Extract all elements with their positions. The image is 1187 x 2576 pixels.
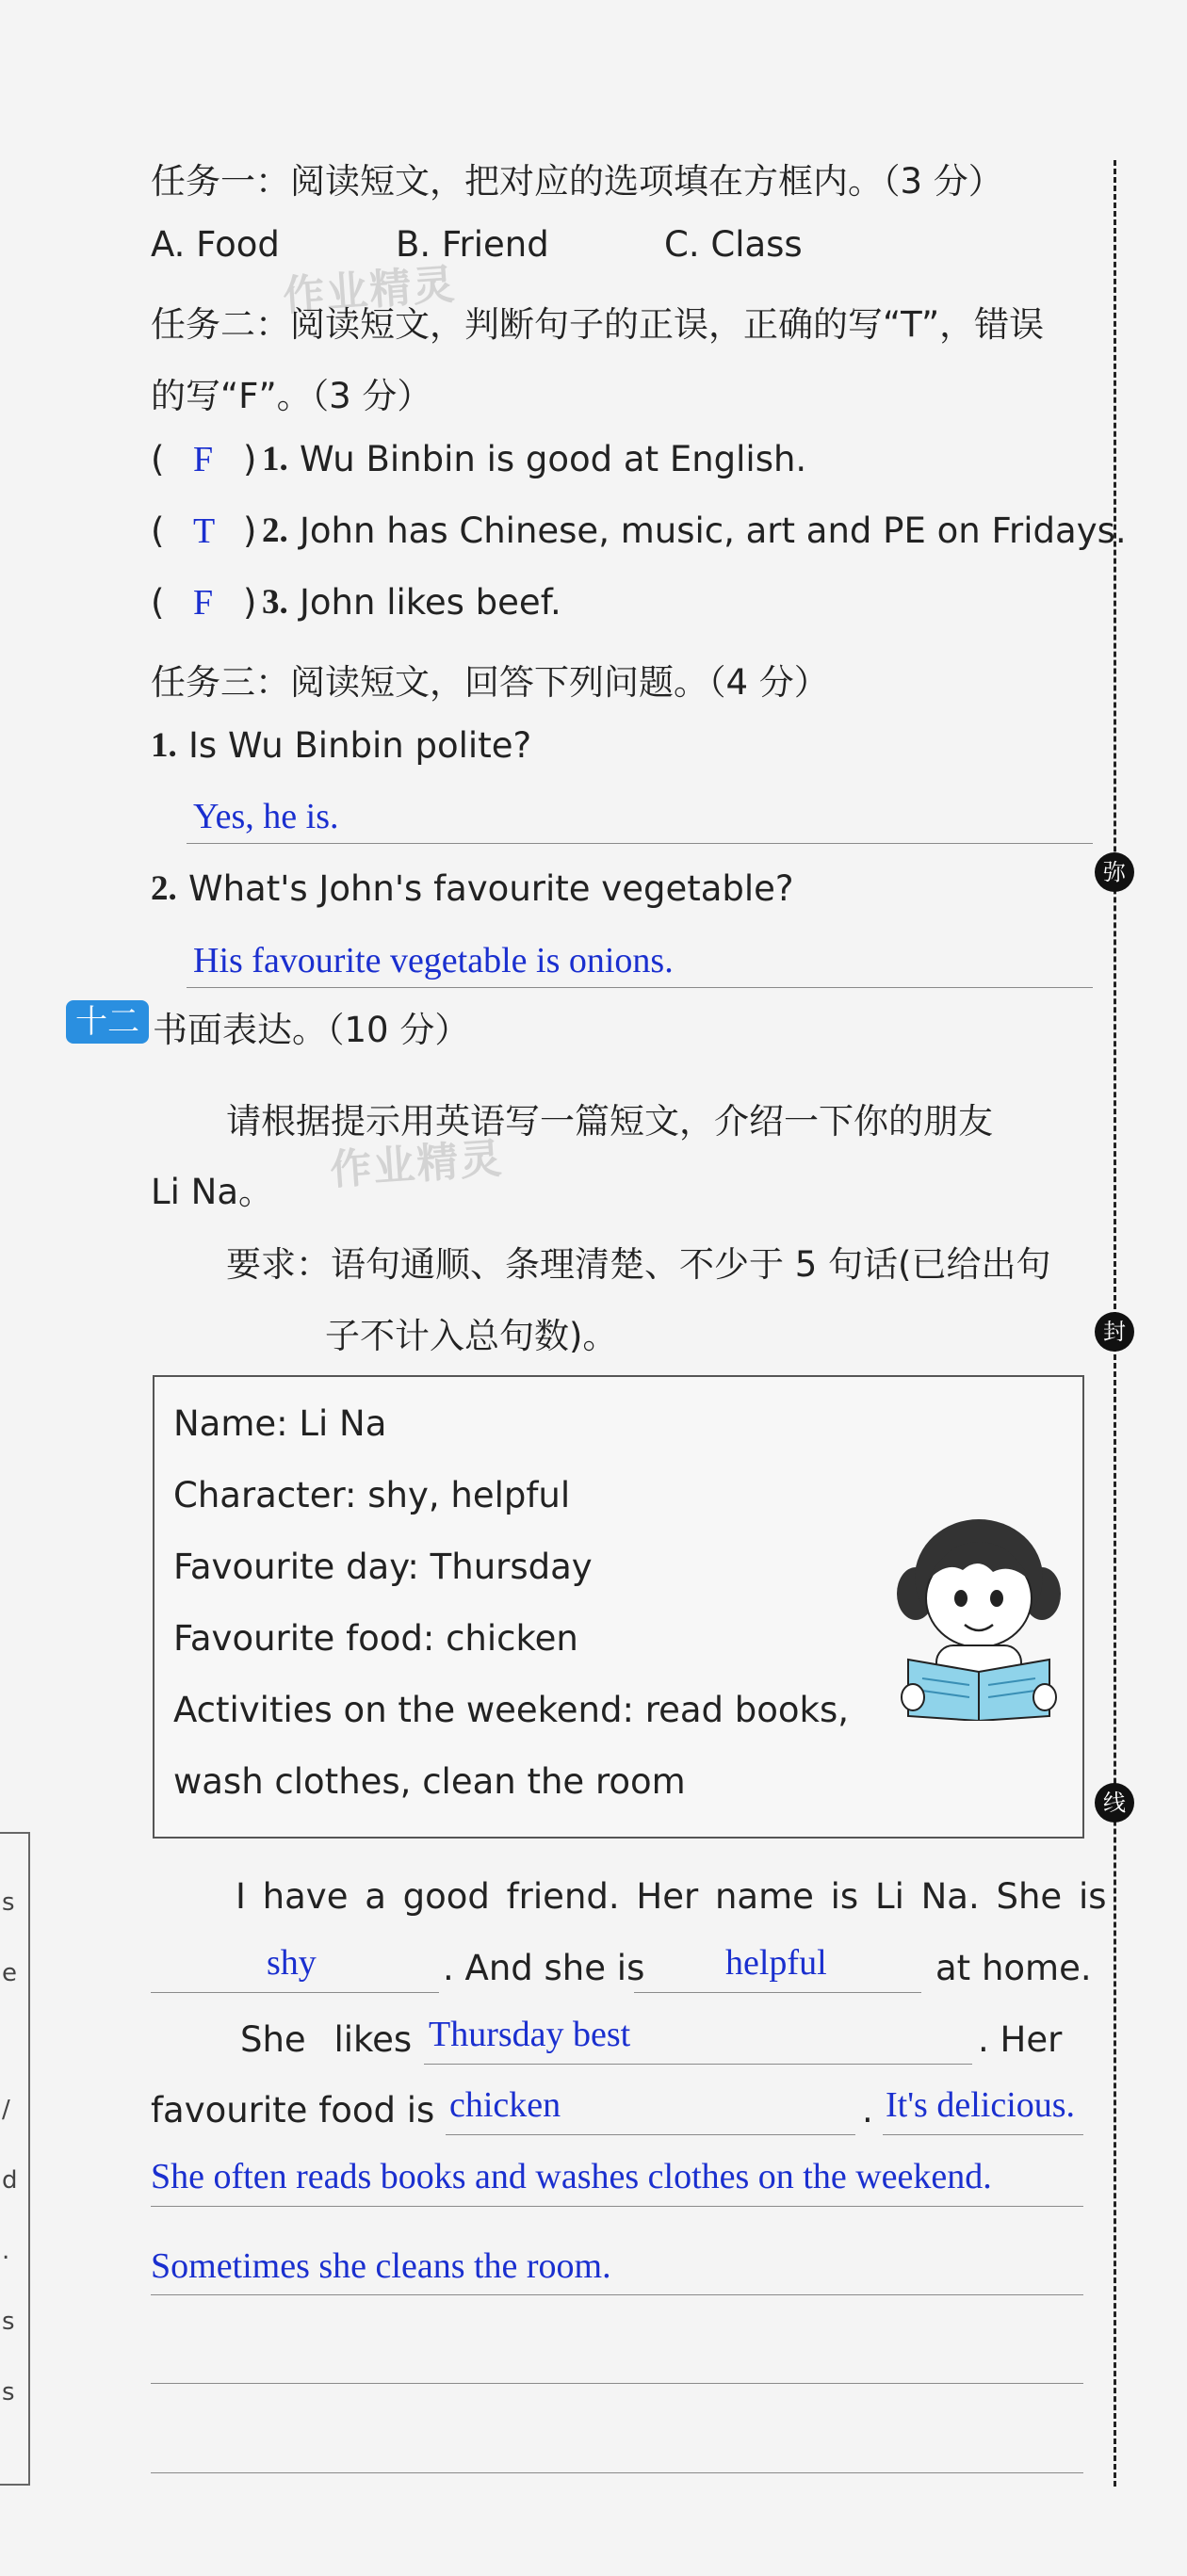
- paren-open: (: [151, 582, 165, 623]
- watermark: 作业精灵: [328, 1134, 505, 1195]
- info-activities-cont: wash clothes, clean the room: [173, 1761, 686, 1802]
- task2-title: 任务二：阅读短文，判断句子的正误，正确的写“T”，错误: [151, 304, 1045, 345]
- requirement-text: 要求：语句通顺、条理清楚、不少于 5 句话(已给出句: [226, 1244, 1051, 1285]
- essay-line-weekend: She often reads books and washes clothes on the weekend.: [151, 2157, 992, 2196]
- prompt-text: 请根据提示用英语写一篇短文，介绍一下你的朋友: [226, 1101, 993, 1142]
- info-character: Character: shy, helpful: [173, 1475, 571, 1515]
- left-margin-char: s: [2, 2378, 15, 2406]
- task2-answer-3: F: [193, 583, 214, 623]
- essay-text-favourite-food: favourite food is: [151, 2090, 435, 2130]
- essay-text-dot: .: [862, 2090, 873, 2130]
- left-margin-char: e: [2, 1959, 17, 1987]
- task3-answer-2: His favourite vegetable is onions.: [193, 941, 674, 980]
- paren-close: ): [243, 582, 257, 623]
- essay-blank-chicken: chicken: [449, 2085, 561, 2125]
- essay-text-and-she-is: . And she is: [443, 1948, 645, 1988]
- info-favourite-food: Favourite food: chicken: [173, 1618, 578, 1659]
- left-margin-char: d: [2, 2166, 18, 2195]
- blank-line: [151, 1992, 439, 1993]
- writing-line: [151, 2472, 1083, 2473]
- girl-reading-illustration: [889, 1504, 1068, 1721]
- essay-blank-thursday: Thursday best: [429, 2015, 631, 2054]
- info-box: [153, 1375, 1084, 1839]
- task2-num-1: 1.: [262, 440, 288, 478]
- writing-line: [151, 2294, 1083, 2295]
- info-name: Name: Li Na: [173, 1403, 387, 1444]
- essay-blank-delicious: It's delicious.: [886, 2085, 1076, 2125]
- task3-num-1: 1.: [151, 726, 177, 765]
- task2-num-3: 3.: [262, 583, 288, 622]
- section-title: 书面表达。（10 分）: [153, 1010, 470, 1050]
- blank-line: [446, 2134, 855, 2135]
- task2-answer-1: F: [193, 440, 214, 479]
- task3-question-1: Is Wu Binbin polite?: [188, 725, 532, 766]
- blank-line: [634, 1992, 921, 1993]
- task1-option-c: C. Class: [664, 224, 803, 265]
- paren-open: (: [151, 510, 165, 551]
- paren-close: ): [243, 439, 257, 479]
- answer-line: [187, 843, 1093, 844]
- essay-line-cleans: Sometimes she cleans the room.: [151, 2246, 611, 2286]
- left-margin-char: .: [2, 2237, 10, 2265]
- seal-mi: 弥: [1095, 852, 1134, 892]
- writing-line: [151, 2206, 1083, 2207]
- task3-title: 任务三：阅读短文，回答下列问题。（4 分）: [151, 662, 829, 703]
- task2-statement-1: Wu Binbin is good at English.: [300, 439, 807, 479]
- requirement-text-cont: 子不计入总句数)。: [325, 1316, 618, 1356]
- info-activities: Activities on the weekend: read books,: [173, 1690, 850, 1730]
- essay-blank-helpful: helpful: [725, 1943, 827, 1983]
- task3-question-2: What's John's favourite vegetable?: [188, 868, 794, 909]
- paren-close: ): [243, 510, 257, 551]
- info-favourite-day: Favourite day: Thursday: [173, 1547, 593, 1587]
- essay-text-she-likes: She likes: [240, 2019, 413, 2060]
- task2-title-cont: 的写“F”。（3 分）: [151, 376, 432, 416]
- watermark: 作业精灵: [281, 260, 458, 321]
- left-margin-char: s: [2, 1888, 15, 1917]
- blank-line: [883, 2134, 1083, 2135]
- writing-line: [151, 2383, 1083, 2384]
- essay-blank-shy: shy: [267, 1943, 317, 1983]
- left-margin-char: /: [2, 2096, 10, 2124]
- task2-statement-3: John likes beef.: [300, 582, 561, 623]
- seal-feng: 封: [1095, 1312, 1134, 1352]
- task2-statement-2: John has Chinese, music, art and PE on Fridays.: [300, 510, 1127, 551]
- section-badge: 十二: [66, 1000, 149, 1044]
- essay-text-at-home: at home.: [935, 1948, 1092, 1988]
- paren-open: (: [151, 439, 165, 479]
- essay-line-1: I have a good friend. Her name is Li Na. She is: [236, 1876, 1107, 1917]
- seal-xian: 线: [1095, 1783, 1134, 1823]
- task3-answer-1: Yes, he is.: [193, 797, 339, 836]
- task1-option-b: B. Friend: [396, 224, 549, 265]
- blank-line: [424, 2064, 972, 2065]
- task1-title: 任务一：阅读短文，把对应的选项填在方框内。（3 分）: [151, 161, 1003, 202]
- prompt-text-cont: Li Na。: [151, 1172, 274, 1212]
- task2-answer-2: T: [193, 511, 216, 551]
- left-margin-char: s: [2, 2308, 15, 2336]
- task1-option-a: A. Food: [151, 224, 280, 265]
- task2-num-2: 2.: [262, 511, 288, 550]
- task3-num-2: 2.: [151, 869, 177, 908]
- essay-text-her: . Her: [978, 2019, 1063, 2060]
- answer-line: [187, 987, 1093, 988]
